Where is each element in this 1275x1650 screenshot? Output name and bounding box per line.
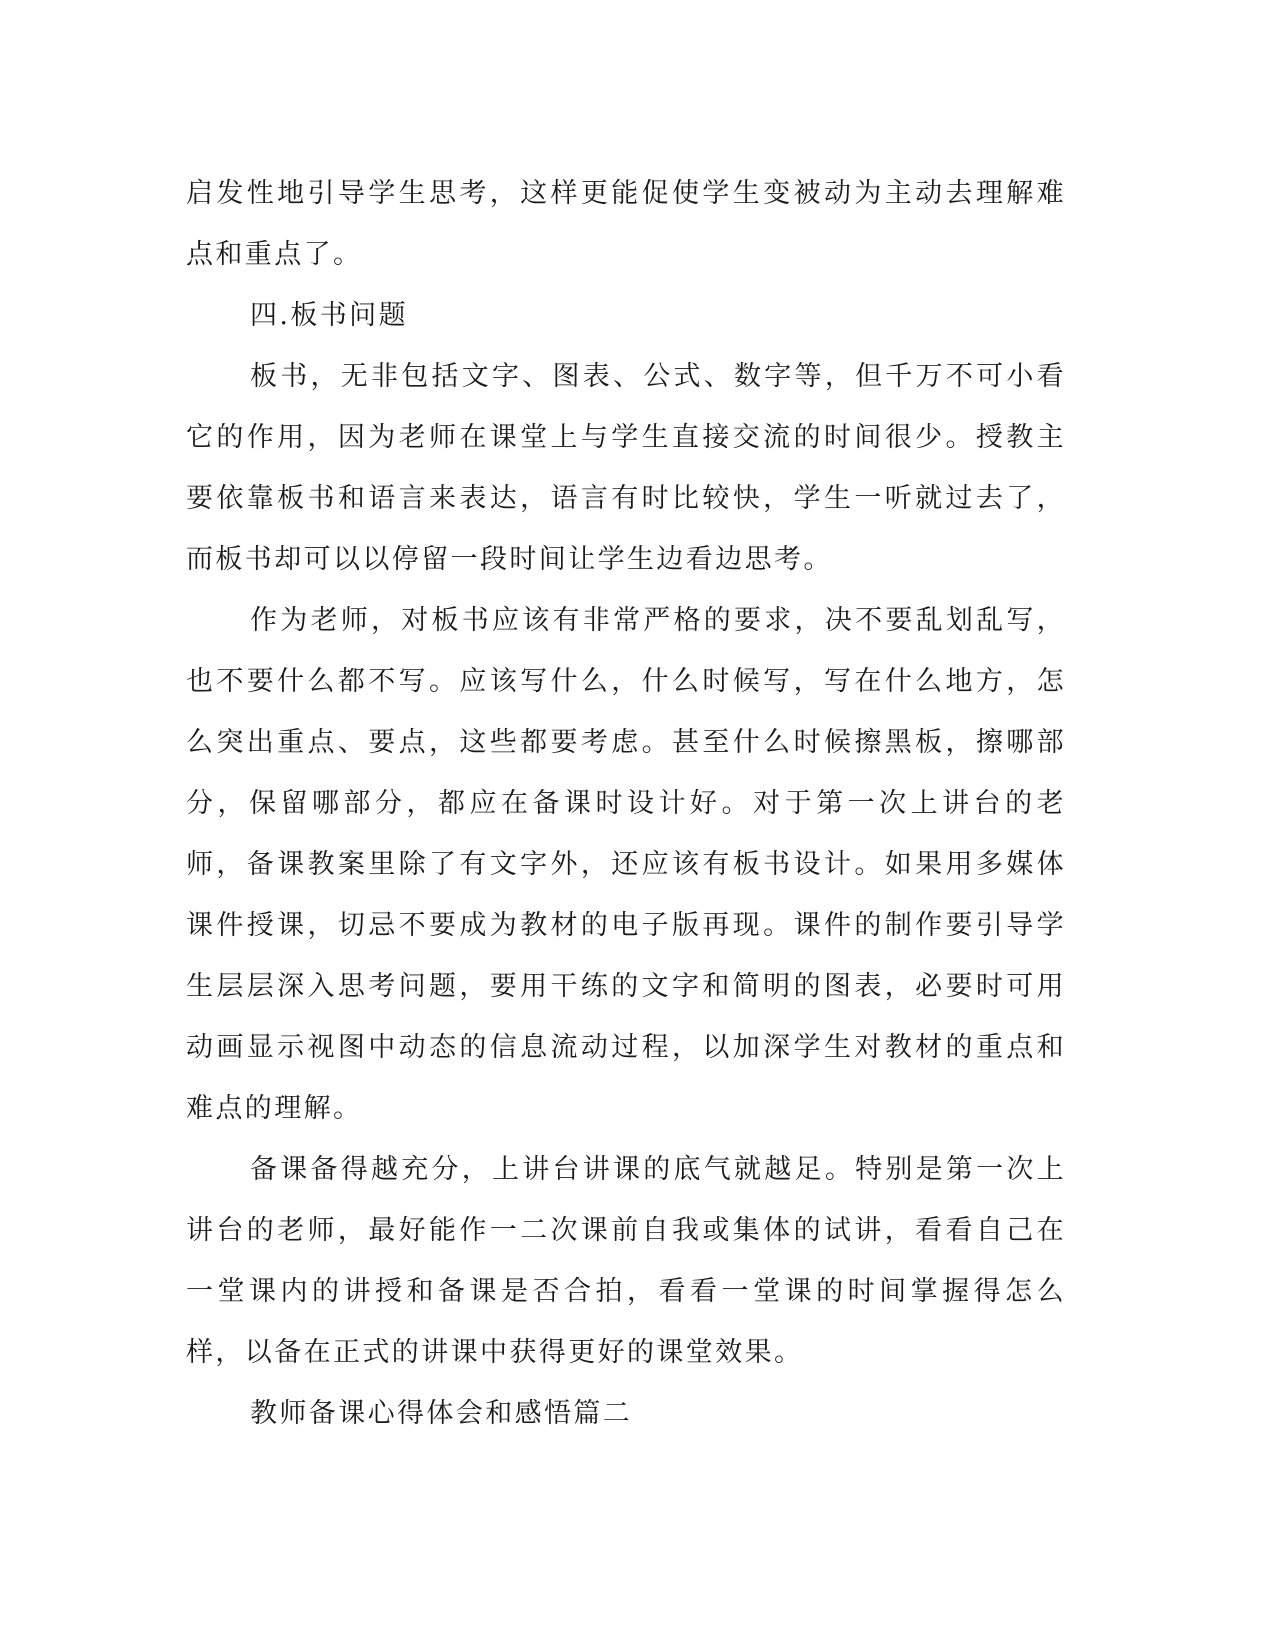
article-title-part-two: 教师备课心得体会和感悟篇二 xyxy=(250,1398,633,1429)
section-heading-blackboard: 四.板书问题 xyxy=(250,300,408,331)
paragraph-blackboard-role: 板书，无非包括文字、图表、公式、数字等，但千万不可小看它的作用，因为老师在课堂上与学生直接交流的时间很少。授教主要依靠板书和语言来表达，语言有时比较快，学生一听就过去了，而板书却可以以停留一段时间让学生边看边思考。 xyxy=(186,361,1066,575)
paragraph-preparation: 备课备得越充分，上讲台讲课的底气就越足。特别是第一次上讲台的老师，最好能作一二次课前自我或集体的试讲，看看自己在一堂课内的讲授和备课是否合拍，看看一堂课的时间掌握得怎么样，以备在正式的讲课中获得更好的课堂效果。 xyxy=(186,1154,1066,1368)
paragraph-continuation: 启发性地引导学生思考，这样更能促使学生变被动为主动去理解难点和重点了。 xyxy=(186,178,1066,270)
paragraph-blackboard-requirements: 作为老师，对板书应该有非常严格的要求，决不要乱划乱写，也不要什么都不写。应该写什么，什么时候写，写在什么地方，怎么突出重点、要点，这些都要考虑。甚至什么时候擦黑板，擦哪部分，保留哪部分，都应在备课时设计好。对于第一次上讲台的老师，备课教案里除了有文字外，还应该有板书设计。如果用多媒体课件授课，切忌不要成为教材的电子版再现。课件的制作要引导学生层层深入思考问题，要用干练的文字和简明的图表，必要时可用动画显示视图中动态的信息流动过程，以加深学生对教材的重点和难点的理解。 xyxy=(186,605,1066,1124)
document-body xyxy=(186,163,1066,1444)
